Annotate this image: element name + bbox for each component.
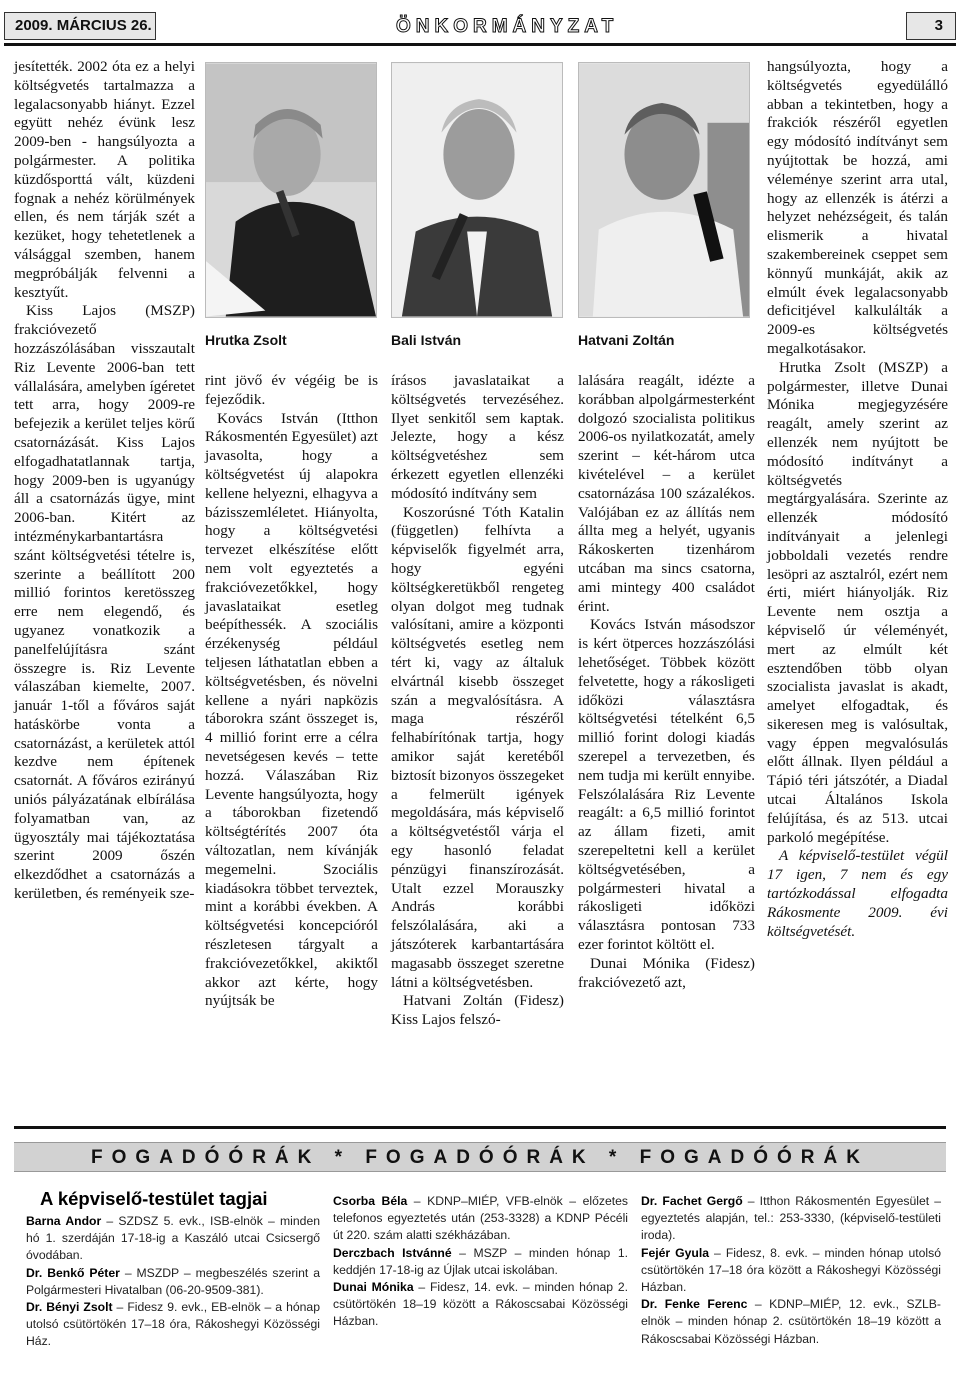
office-hours-entry xyxy=(641,1193,941,1245)
article-column-1 xyxy=(14,58,195,904)
divider xyxy=(14,1126,946,1129)
office-hours-column-3 xyxy=(641,1193,941,1348)
photo-hrutka-zsolt xyxy=(205,62,377,318)
member-name: Dr. Fenke Ferenc xyxy=(641,1297,748,1312)
article-column-3 xyxy=(391,372,564,1030)
office-hours-banner: FOGADÓÓRÁK * FOGADÓÓRÁK * FOGADÓÓRÁK xyxy=(14,1142,946,1172)
office-hours-entry xyxy=(333,1193,628,1245)
entry-text: – SZDSZ 5. evk., ISB-elnök – minden hó 1. szerdáján 17-18-ig a Kaszáló utcai Csicsergő óvodában. xyxy=(26,1214,321,1263)
member-name: Derczbach Istvánné xyxy=(333,1245,452,1260)
office-hours-entry xyxy=(333,1245,628,1279)
paragraph-italic: A képviselő-testület végül 17 igen, 7 nem és egy tartózkodással elfogadta Rákosmente 2009. évi költségvetését. xyxy=(767,847,948,940)
paragraph: Dunai Mónika (Fidesz) frakcióvezető azt, xyxy=(578,954,755,991)
paragraph: Kovács István másodszor is kért ötperces hozzászólási lehetőséget. Többek között felvetette, hogy a rákosligeti időközi választásra költségvetési tételként 6,5 millió forint dologi kiadás szerepel a tervezetben, és nem tudja mi került ennyibe. Felszólalására Riz Levente reagált: a 6,5 millió forintot az állam fizeti, amit szerepeltetni kell a kerület költségvetésében, a polgármesteri hivatal a rákosligeti időközi választásra pontosan 733 ezer forintot költött el. xyxy=(578,616,755,953)
entry-text: – Itthon Rákosmentén Egyesület – egyeztetés alapján, tel.: 253-3330, (képviselő-testületi iroda). xyxy=(641,1194,942,1243)
entry-text: – KDNP–MIÉP, 12. evk., SZLB-elnök – minden hónap 2. csütörtökén 18–19 között a Rákoscsabai Közösségi Házban. xyxy=(641,1297,941,1346)
member-name: Csorba Béla xyxy=(333,1194,408,1208)
member-name: Fejér Gyula xyxy=(641,1245,710,1260)
member-name: Dr. Fachet Gergő xyxy=(641,1194,743,1208)
paragraph: Hrutka Zsolt (MSZP) a polgármester, illetve Dunai Mónika megjegyzésére reagált, amely szerint az ellenzék nem nyújtott be módosító indítványt a költségvetés megtárgyalására. Szerinte az ellenzék módosító indítványait a jelenlegi jobboldali vezetés rendre lesöpri az asztalról, ezért nem érti, miért hiányolják. Riz Levente nem osztja a képviselő úr véleményét, mert az elmúlt két esztendőben több olyan szocialista javaslat is akadt, amelyet elfogadtak, és sikeresen meg is valósultak, vagy éppen megvalósulás előtt állnak. Ilyen például a Tápió téri játszótér, a Diadal utcai Általános Iskola felújítása, és az 513. utcai parkoló megépítése. xyxy=(767,358,948,846)
office-hours-column-2 xyxy=(333,1193,628,1331)
portrait-photo-icon xyxy=(206,63,376,317)
photo-caption: Hatvani Zoltán xyxy=(578,332,675,348)
member-name: Barna Andor xyxy=(26,1214,102,1228)
photo-caption: Bali István xyxy=(391,332,462,348)
office-hours-entry xyxy=(641,1296,941,1348)
article-column-5 xyxy=(767,58,948,941)
office-hours-column-1 xyxy=(26,1188,320,1351)
paragraph: hangsúlyozta, hogy a költségvetés egyedülálló abban a tekintetben, hogy a frakciók részéről egyetlen egy módosító indítványt sem nyújtottak be hozzá, ami véleménye szerint arra utal, hogy az ellenzék is átérzi a helyzet nehézségeit, és talán elismerik a hivatal szakembereinek cseppet sem könnyű munkáját, akik az elmúlt évek legalacsonyabb deficitjével kalkulálták a 2009-es költségvetés megalkotásakor. xyxy=(767,58,948,357)
paragraph: rint jövő év végéig be is fejeződik. xyxy=(205,372,378,408)
entry-text: – Fidesz, 8. evk. – minden hónap utolsó csütörtökén 17–18 óra között a Rákoshegyi Közösségi Házban. xyxy=(641,1245,941,1295)
paragraph: lalására reagált, idézte a korábban alpolgármesterként dolgozó szocialista politikus 2006-os nyilatkozatát, amely szerint – két-három utca kivételével – a kerület csatornázása 100 százalékos. Valójában ez az állítás nem állta meg a helyét, ugyanis Rákoskerten tizenhárom utcában ma sincs csatorna, ami mintegy 400 családot érint. xyxy=(578,372,755,615)
paragraph: Kiss Lajos (MSZP) frakcióvezető hozzászólásában visszautalt Riz Levente 2006-ban tett vállalására, amelyben ígéretet tett arra, hogy 2009-re befejezik a kerület teljes körű csatornázását. Kiss Lajos elfogadhatatlannak tartja, hogy 2009-ben is ugyanúgy áll a csatornázás ügye, mint 2006-ban. Kitért az intézménykarbantartásra szánt költségvetési tételre is, szerinte a beállított 200 millió forintos keretösszeg erre nem elegendő, és ugyanez vonatkozik a panelfelújításra szánt összegre is. Riz Levente válaszában kiemelte, 2007. január 1-től a főváros saját hatáskörbe vonta a csatornázást, a kerületek attól kezdve nem építenek csatornát. A főváros ezirányú uniós pályázatának elbírálása folyamatban van, az ügyosztály mai tájékoztatása szerint 2009 őszén elkezdődhet a csatornázás a kerületben, és reményeik sze- xyxy=(14,302,195,903)
paragraph: írásos javaslataikat a költségvetés tervezéséhez. Ilyet senkitől sem kaptak. Jelezte, hogy a kész költségvetéshez sem érkezett egyetlen ellenzéki módosító indítvány sem xyxy=(391,372,564,502)
office-hours-entry xyxy=(26,1265,320,1299)
issue-date: 2009. MÁRCIUS 26. xyxy=(4,12,156,40)
office-hours-entry xyxy=(26,1213,320,1265)
entry-text: – MSZDP – megbeszélés szerint a Polgármesteri Hivatalban (06-20-9509-381). xyxy=(26,1265,320,1297)
portrait-photo-icon xyxy=(579,63,749,317)
entry-text: – KDNP–MIÉP, VFB-elnök – előzetes telefonos egyeztetés után (253-3328) a KDNP Pécéli út 220. szám alatti székházában. xyxy=(333,1194,628,1243)
photo-caption: Hrutka Zsolt xyxy=(205,332,287,348)
paragraph: Kovács István (Itthon Rákosmentén Egyesület) azt javasolta, hogy a költségvetést új alapokra kellene helyezni, elhagyva a bázisszemléletet. Hiányolta, hogy a költségvetési tervezet elkészítése előtt nem volt egyeztetés a frakcióvezetőkkel, hogy javaslataikat esetleg beépíthessék. A szociális érzékenység például teljesen láthatatlan ebben a költségvetésben, és növelni kellene a nyári napközis táborokra szánt összeget is, 4 millió forint erre a célra nevetségesen kevés – tette hozzá. Válaszában Riz Levente hangsúlyozta, hogy a táborokban fizetendő költségtérítés 2007 óta változatlan, nem kívánják megemelni. Szociális kiadásokra többet terveztek, mint a korábbi években. A költségvetési koncepcióról részletesen tárgyalt a frakcióvezetőkkel, akiktől akkor azt kérte, hogy nyújtsák be xyxy=(205,409,378,1010)
page-header xyxy=(4,6,956,46)
page-number: 3 xyxy=(906,12,956,40)
paragraph: Koszorúsné Tóth Katalin (független) felhívta a képviselők figyelmét arra, hogy egyéni költségkeretükből rengeteg olyan dolgot meg tudnak valósítani, amire a központi költségvetés esetleg nem tért ki, vagy az általuk elvártnál kisebb összeget szán a megvalósításra. A maga részéről felhabírítónak tartja, hogy amikor saját keretéből biztosít bizonyos összegeket a felmerült igények megoldására, más képviselő a költségvetéstől várja el egy hasonló feladat pénzügyi finanszírozását. Utalt ezzel Morauszky András korábbi felszólalására, aki a játszóterek karbantartására magasabb összeget szeretne látni a költségvetésben. xyxy=(391,503,564,991)
office-hours-entry xyxy=(333,1279,628,1331)
entry-text: – MSZP – minden hónap 1. keddjén 17-18-ig az Újlak utcai iskolában. xyxy=(333,1245,628,1277)
member-name: Dr. Bényi Zsolt xyxy=(26,1300,113,1315)
entry-text: – Fidesz, 14. evk. – minden hónap 2. csütörtökén 18–19 között a Rákoscsabai Közösségi Házban. xyxy=(333,1280,628,1329)
article-column-2 xyxy=(205,372,378,1011)
section-title: ÖNKORMÁNYZAT xyxy=(396,16,619,37)
portrait-photo-icon xyxy=(392,63,562,317)
photo-hatvani-zoltan xyxy=(578,62,750,318)
photo-bali-istvan xyxy=(391,62,563,318)
office-hours-title: A képviselő-testület tagjai xyxy=(40,1188,268,1209)
member-name: Dunai Mónika xyxy=(333,1280,414,1295)
office-hours-entry xyxy=(26,1299,320,1351)
office-hours-entry xyxy=(641,1245,941,1297)
article-column-4 xyxy=(578,372,755,992)
member-name: Dr. Benkő Péter xyxy=(26,1265,120,1280)
entry-text: – Fidesz 9. evk., EB-elnök – a hónap utolsó csütörtökén 17–18 óra, Rákoshegyi Közösségi Ház. xyxy=(26,1300,320,1349)
paragraph: Hatvani Zoltán (Fidesz) Kiss Lajos felszó- xyxy=(391,992,564,1029)
paragraph: jesítették. 2002 óta ez a helyi költségvetés tartalmazza a legalacsonyabb hiányt. Ezzel együtt nehéz évünk lesz 2009-ben - hangsúlyozta a polgármester. A politika küzdősporttá vált, küzdeni fognak a nehéz körülmények ellen, és nem tárják szét a kezüket, hogy tehetetlenek a válsággal szemben, hanem megpróbálják felvenni a kesztyűt. xyxy=(14,58,195,301)
